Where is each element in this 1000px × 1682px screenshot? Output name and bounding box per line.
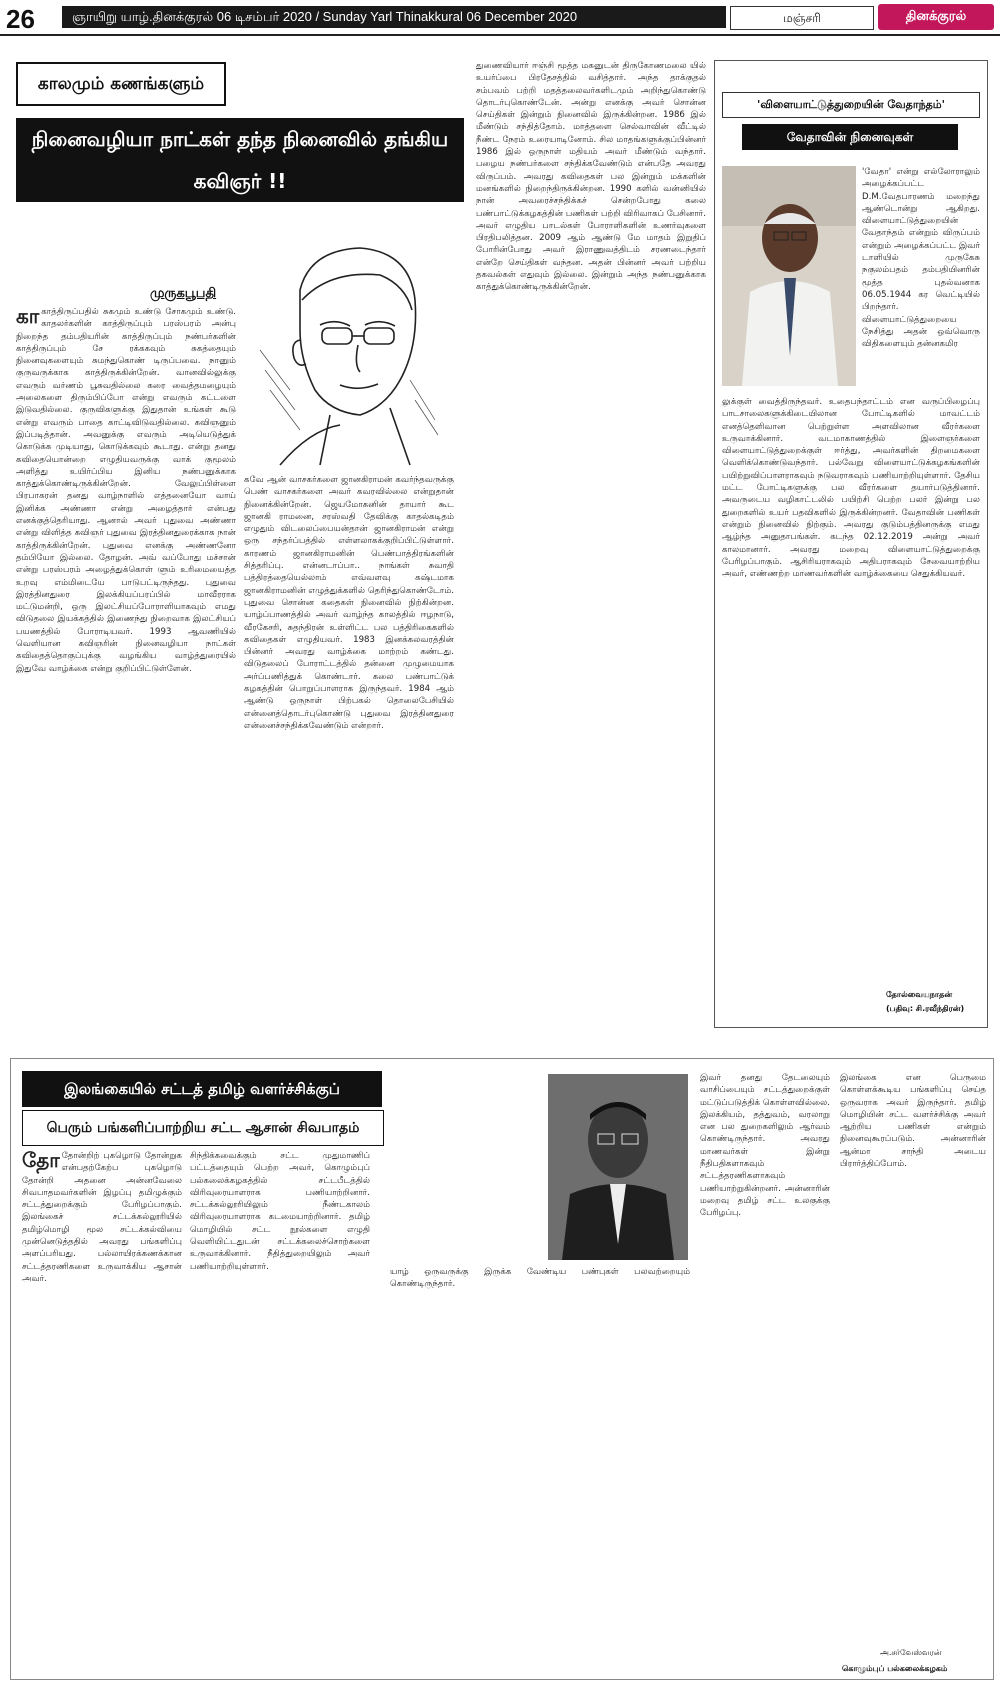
- poet-sketch-illustration: [240, 230, 450, 470]
- page-number: 26: [6, 4, 35, 34]
- law-article-column-4: இலங்கை என பெருமை கொள்ளக்கூடிய பங்களிப்பு செய்த ஒருவராக அவர் இருந்தார். தமிழ் மொழியின் சட்ட வளர்ச்சிக்கு அவர் ஆற்றிய பணிகள் என்றும் நினைவுகூரப்படும். அன்னாரின் ஆன்மா சாந்தி அடைய பிரார்த்திப்போம்.: [840, 1073, 986, 1170]
- sivapatham-portrait-photo: [548, 1074, 688, 1260]
- law-article-column-3: இவர் தனது தேடலையும் வாசிப்பையும் சட்டத்துறைக்குள் மட்டுப்படுத்திக் கொள்ளவில்லை. இலக்கியம், தத்துவம், வரலாறு என பல துறைகளிலும் ஆர்வம் கொண்டிருந்தார். அவரது மாணவர்கள் இன்று நீதிபதிகளாகவும் சட்டத்தரணிகளாகவும் பணியாற்றுகின்றனர். அன்னாரின் மறைவு தமிழ் சட்ட உலகுக்கு பேரிழப்பு.: [700, 1073, 830, 1219]
- law-article-photo-caption: யாழ் ஒருவருக்கு இருக்க வேண்டிய பண்புகள் பலவற்றையும் கொண்டிருந்தார்.: [390, 1267, 690, 1290]
- newspaper-logo: தினக்குரல்: [878, 4, 994, 30]
- byline: முருகபூபதி: [150, 286, 217, 301]
- law-article-author: அ.சர்வேஸ்வரன்: [880, 1648, 942, 1657]
- sports-article-subtitle: வேதாவின் நினைவுகள்: [742, 124, 958, 150]
- sports-article-title: 'விளையாட்டுத்துறையின் வேதாந்தம்': [722, 92, 980, 118]
- law-article-col1-text: தோன்றிற் புகழொடு தோன்றுக என்பதற்கேற்ப புகழொடு தோன்றி அதனை அன்னவேலை சிவபாதமவர்களின் இழப்பு தமிழுக்கும் சட்டத்துறைக்கும் பேரிழப்பாகும். இலங்கைச் சட்டக்கல்லூரியில் தமிழ்மொழி மூல சட்டக்கல்வியை முன்னெடுத்ததில் அவரது பங்களிப்பு அளப்பரியது. பல்லாயிரக்கணக்கான சட்டத்தரணிகளை உருவாக்கிய ஆசான் அவர்.: [22, 1151, 182, 1284]
- article1-col1-text: காத்திருப்பதில் சுகமும் உண்டு சோகமும் உண்டு. காதலர்களின் காத்திருப்பும் பரஸ்பரம் அன்பு நிறைந்த தம்பதியரின் காத்திருப்பும் நண்பர்களின் காத்திருப்பும் சே ரக்ககவும் சுகத்தையும் நினைவுகளையும் சுமந்துகொண் டிருப்பவை. நானும் குருவருக்காக காத்திருக்கின்றேன். வானவில்லுக்கு எவரும் வர்ணம் பூசுவதில்லை கரை வைத்தமழையும் அலைகளை திரும்பிப்போ என்று எவரும் கட்டளை இடுவதில்லை. குருவிகளுக்கு இதுதான் உங்கள் கூடு என்று எவரும் பாதை காட்டிவிடுவதில்லை. கவிஞனும் இப்படித்தான். அவனுக்கு எவரும் அடியெடுத்துக் கொடுக்க முடியாது, கொடுக்கவும் கூடாது. என்று தனது கவிதையொன்றை எழுதியவருக்கு வாக் குமூலம் அளித்து உயிர்ப்பிய இனிய நண்பனுக்காக காத்துக்கொண்டிருக்கின்றேன். வேலுப்பிள்ளை பிரபாகரன் தனது வாழ்நாளில் எத்தனையோ வாய் இனிக்க அண்ணா என்று அழைத்தார் என்பது எனக்குத்தெரியாது. ஆனால் அவர் புதுவை அண்ணா என்று விளித்த கவிஞர் புதுவை இரத்தினதுரைக்காக நான் காத்திருக்கின்றேன். புதுவை எனக்கு அண்ணனோ தம்பியோ இல்லை. தோழன். அவ் வப்போது மச்சான் என்று பரஸ்பரம் அழைத்துக்கொள் ளும் உரிமையைத்த உறவு எம்மிடையே பாடுபட்டிருந்தது. புதுவை இரத்தினதுரை இலக்கியப்பரப்பில் மாவீரராக மட்டுமன்றி, ஒரு இலட்சியப்போராளியாகவும் எமது விடுதலை இயக்கத்தில் இணைந்து நிறைவாக இலட்சியப் பயணத்தில் போராடியவர். 1993 ஆவணியில் வெளியான கவிஞரின் நினைவழியா நாட்கள் கவிதைத்தொகுப்புக்கு வழங்கிய வாழ்த்துரையில் இதுவே வாழ்க்கை என்று குறிப்பிட்டுள்ளேன்.: [16, 307, 236, 674]
- date-line: ஞாயிறு யாழ்.தினக்குரல் 06 டிசம்பர் 2020 / Sunday Yarl Thinakkural 06 December 2020: [62, 6, 726, 28]
- article1-column-1: காகாத்திருப்பதில் சுகமும் உண்டு சோகமும் உண்டு. காதலர்களின் காத்திருப்பும் பரஸ்பரம் அன்பு நிறைந்த தம்பதியரின் காத்திருப்பும் நண்பர்களின் காத்திருப்பும் சே ரக்ககவும் சுகத்தையும் நினைவுகளையும் சுமந்துகொண் டிருப்பவை. நானும் குருவருக்காக காத்திருக்கின்றேன். வானவில்லுக்கு எவரும் வர்ணம் பூசுவதில்லை கரை வைத்தமழையும் அலைகளை திரும்பிப்போ என்று எவரும் கட்டளை இடுவதில்லை. குருவிகளுக்கு இதுதான் உங்கள் கூடு என்று எவரும் பாதை காட்டிவிடுவதில்லை. கவிஞனும் இப்படித்தான். அவனுக்கு எவரும் அடியெடுத்துக் கொடுக்க முடியாது, கொடுக்கவும் கூடாது. என்று தனது கவிதையொன்றை எழுதியவருக்கு வாக் குமூலம் அளித்து உயிர்ப்பிய இனிய நண்பனுக்காக காத்துக்கொண்டிருக்கின்றேன். வேலுப்பிள்ளை பிரபாகரன் தனது வாழ்நாளில் எத்தனையோ வாய் இனிக்க அண்ணா என்று அழைத்தார் என்பது எனக்குத்தெரியாது. ஆனால் அவர் புதுவை அண்ணா என்று விளித்த கவிஞர் புதுவை இரத்தினதுரைக்காக நான் காத்திருக்கின்றேன். புதுவை எனக்கு அண்ணனோ தம்பியோ இல்லை. தோழன். அவ் வப்போது மச்சான் என்று பரஸ்பரம் அழைத்துக்கொள் ளும் உரிமையைத்த உறவு எம்மிடையே பாடுபட்டிருந்தது. புதுவை இரத்தினதுரை இலக்கியப்பரப்பில் மாவீரராக மட்டுமன்றி, ஒரு இலட்சியப்போராளியாகவும் எமது விடுதலை இயக்கத்தில் இணைந்து நிறைவாக இலட்சியப் பயணத்தில் போராடியவர். 1993 ஆவணியில் வெளியான கவிஞரின் நினைவழியா நாட்கள் கவிதைத்தொகுப்புக்கு வழங்கிய வாழ்த்துரையில் இதுவே வாழ்க்கை என்று குறிப்பிட்டுள்ளேன்.: [16, 306, 236, 674]
- sports-article-intro: 'வேதா' என்று எல்லோராலும் அழைக்கப்பட்ட D.M.வேதபாரணம் மறைந்து ஆண்டொன்று ஆகிறது. விளையாட்டுத்துறையின் வேதாந்தம் என்றும் விருப்பம் என்றும் அழைக்கப்பட்ட இவர் டாளியில் முருகேசு நகுலம்பதம் தம்பதியினரின் மூத்த புதல்வனாக 06.05.1944 கர வெட்டியில் பிறந்தார். விளையாட்டுத்துறையை நேசித்து அதன் ஒவ்வொரு விதிகளையும் தன்னகமிர: [862, 167, 980, 350]
- law-article-column-2: சிந்திக்கவைக்கும் சட்ட முதுமாணிப் பட்டத்தையும் பெற்ற அவர், கொழும்புப் பல்கலைக்கழகத்தில் சட்டபீடத்தில் விரிவுரையாளராக பணியாற்றினார். சட்டக்கல்லூரியிலும் நீண்டகாலம் விரிவுரையாளராக கடமையாற்றினார். தமிழ் மொழியில் சட்ட நூல்களை எழுதி வெளியிட்டதுடன் சட்டக்கலைச்சொற்களை உருவாக்கினார். நீதித்துறையிலும் அவர் பணியாற்றியுள்ளார்.: [190, 1151, 370, 1272]
- law-article-column-1: தோதோன்றிற் புகழொடு தோன்றுக என்பதற்கேற்ப புகழொடு தோன்றி அதனை அன்னவேலை சிவபாதமவர்களின் இழப்பு தமிழுக்கும் சட்டத்துறைக்கும் பேரிழப்பாகும். இலங்கைச் சட்டக்கல்லூரியில் தமிழ்மொழி மூல சட்டக்கல்வியை முன்னெடுத்ததில் அவரது பங்களிப்பு அளப்பரியது. பல்லாயிரக்கணக்கான சட்டத்தரணிகளை உருவாக்கிய ஆசான் அவர்.: [22, 1150, 182, 1284]
- law-article-headline-1: இலங்கையில் சட்டத் தமிழ் வளர்ச்சிக்குப்: [22, 1071, 382, 1107]
- headline: நினைவழியா நாட்கள் தந்த நினைவில் தங்கிய கவிஞர் !!: [16, 118, 464, 202]
- law-article-headline-2: பெரும் பங்களிப்பாற்றிய சட்ட ஆசான் சிவபாதம்: [22, 1110, 384, 1146]
- sports-article-author: தோல்வையநாதன்: [886, 990, 953, 999]
- section-title: காலமும் கணங்களும்: [16, 62, 226, 106]
- section-label: மஞ்சரி: [730, 6, 874, 30]
- header-rule: [0, 34, 1000, 36]
- article1-column-3: துணைவியார் ஈஞ்சி மூத்த மகனுடன் திருகோணமலை யில் உயர்ப்பை பிரதேசத்தில் வசித்தார். அந்த தாக்குதல் சம்பவம் பற்றி மதத்தலைவர்களிடமும் அறிந்துகொண்டு தொடர்புகொண்டேன். அன்று எனக்கு அவர் சொன்ன செய்திகள் இன்றும் நினைவில் இருக்கின்றன. 1986 இல் மீண்டும் சந்தித்தோம். மாத்தளை செல்வாவின் வீட்டில் நீண்ட நேரம் உரையாடினோம். சில மாதங்களுக்குப்பின்னர் 1986 இல் ஒருநாள் மதியம் அவர் மீண்டும் வந்தார். பழைய நண்பர்களை சந்திக்கவேண்டும் என்பதே அவரது விருப்பம். அவரது கவிதைகள் பல இன்றும் மக்களின் மனங்களில் நிறைந்திருக்கின்றன. 1990 களில் வன்னியில் நான் அவரைச்சந்திக்கச் சென்றபோது கலை பண்பாட்டுக்கழகத்தின் பணிகள் பற்றி விரிவாகப் பேசினார். அவர் எழுதிய பாடல்கள் போராளிகளின் உணர்வுகளை பிரதிபலித்தன. 2009 ஆம் ஆண்டு மே மாதம் இறுதிப் போரின்போது அவர் இராணுவத்திடம் சரணடைந்தார் என்றே செய்திகள் வந்தன. அதன் பின்னர் அவர் பற்றிய தகவல்கள் எதுவும் இல்லை. இன்றும் அந்த நண்பனுக்காக காத்துக்கொண்டிருக்கின்றேன்.: [476, 61, 706, 293]
- veda-portrait-photo: [722, 166, 856, 386]
- law-article-affiliation: கொழும்புப் பல்கலைக்கழகம்: [842, 1664, 948, 1673]
- sports-article-credit: (பதிவு: சி.ரவீந்திரன்): [886, 1004, 965, 1013]
- sports-article-body: லுக்குள் வைத்திருந்தவர். உதைபந்தாட்டம் என வருப்பிழைப்பு பாடசாலைகளுக்கிடையிலான போட்டிகளில் மாவட்டம் எனத்தெளிவான பெற்றுள்ள அளவிலான வீரர்களை உருவாக்கினார். வடமாகாணத்தில் இளைஞர்களை விளையாட்டுத்துறைக்குள் ஈர்த்து, அவர்களின் திறமைகளை வெளிக்கொண்டுவந்தார். பல்வேறு விளையாட்டுக்கழகங்களின் பயிற்றுவிப்பாளராகவும் நடுவராகவும் பணியாற்றியுள்ளார். தேசிய மட்ட போட்டிகளுக்கு பல வீரர்களை தயார்படுத்தினார். அவருடைய வழிகாட்டலில் பயிற்சி பெற்ற பலர் இன்று பல துறைகளில் உயர் பதவிகளில் இருக்கின்றனர். வேதாவின் பணிகள் என்றும் நினைவில் நிற்கும். அவரது குடும்பத்தினருக்கு எமது ஆழ்ந்த அனுதாபங்கள். கடந்த 02.12.2019 அன்று அவர் காலமானார். அவரது மறைவு விளையாட்டுத்துறைக்கு பேரிழப்பாகும். ஆசிரியராகவும் அதிபராகவும் சேவையாற்றிய அவர், எண்ணற்ற மாணவர்களின் வாழ்க்கையை செதுக்கியவர்.: [722, 397, 980, 580]
- article1-column-2: கவே ஆன் வாசகர்களை ஜானகிராமன் கவர்ந்தவருக்கு பெண் வாசகர்களை அவர் கவரவில்லை என்றுதான் நினைக்கின்றேன். ஜெயமோகனின் தாயார் கூட ஜானகி ராமனை, சரஸ்வதி தேவிக்கு காதல்கடிதம் எழுதும் விடலைப்பையன்தான் ஜானகிராமன் என்று ஒரு சந்தர்ப்பத்தில் எள்ளலாகக்குறிப்பிட்டுள்ளார். காரணம் ஜானகிராமனின் பெண்பாத்திரங்களின் சித்தரிப்பு. என்னடாப்பா.. நாங்கள் சுவாதி பத்திரத்தையெல்லாம் எவ்வளவு கஷ்டமாக ஜானகிராமனின் எழுத்துக்களில் தெரிந்துகொண்டோம். புதுவை சொன்ன கதைகள் நினைவில் நிற்கின்றன. யாழ்ப்பாணத்தில் அவர் வாழ்ந்த காலத்தில் ஈழநாடு, வீரகேசரி, சுதந்திரன் உள்ளிட்ட பல பத்திரிகைகளில் கவிதைகள் எழுதியவர். 1983 இனக்கலவரத்தின் பின்னர் அவரது வாழ்க்கை மாற்றம் கண்டது. விடுதலைப் போராட்டத்தில் தன்னை முழுமையாக அர்ப்பணித்துக் கொண்டார். கலை பண்பாட்டுக் கழகத்தின் பொறுப்பாளராக இருந்தவர். 1984 ஆம் ஆண்டு ஒருநாள் பிற்பகல் தொலைபேசியில் என்னைத்தொடர்புகொண்டு புதுவை இரத்தினதுரை என்னைச்சந்திக்கவேண்டும் என்றார்.: [244, 475, 454, 731]
